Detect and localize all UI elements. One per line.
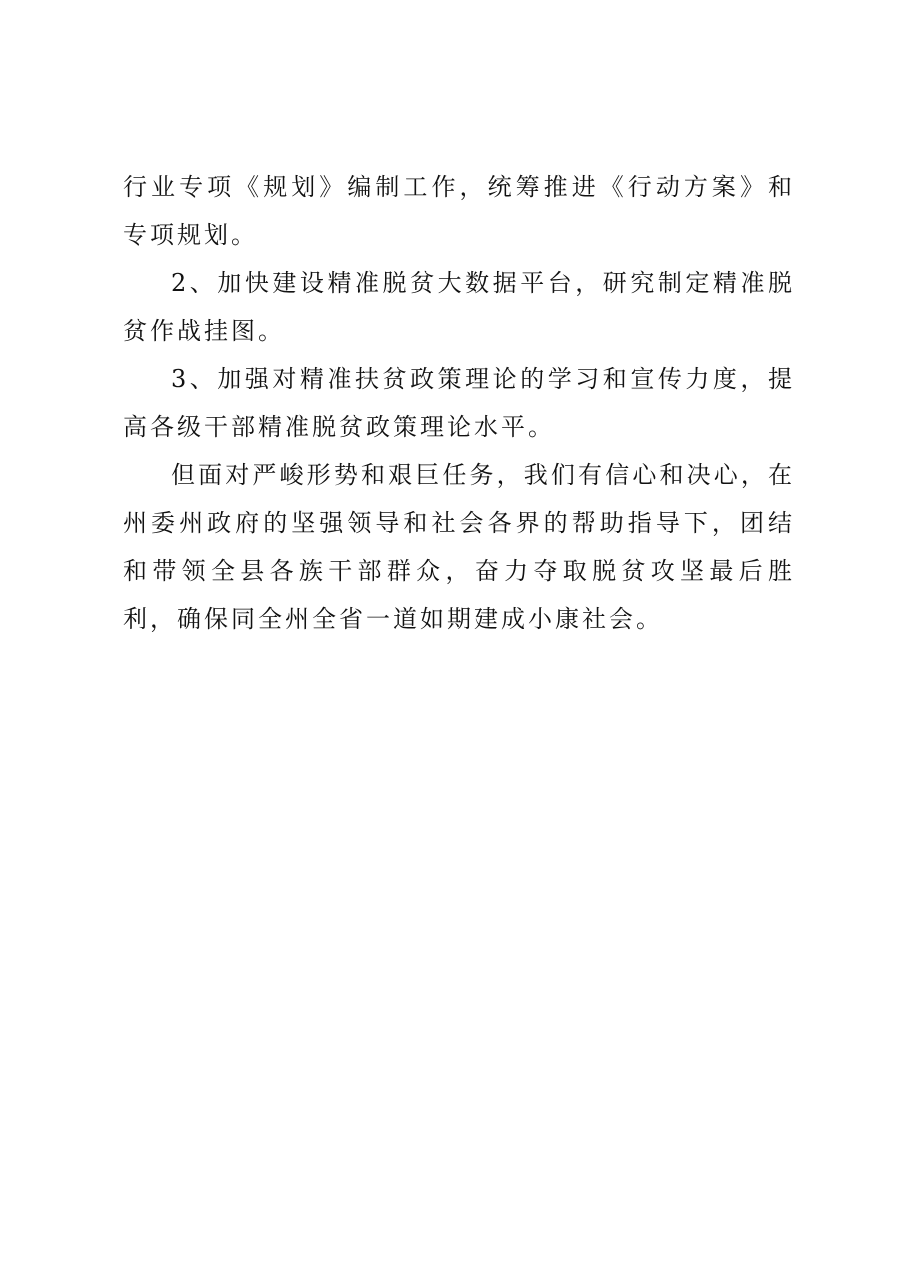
document-body: [123, 163, 795, 643]
paragraph-item-3: 3、加强对精准扶贫政策理论的学习和宣传力度，提高各级干部精准脱贫政策理论水平。: [123, 365, 795, 441]
paragraph-item-2: 2、加快建设精准脱贫大数据平台，研究制定精准脱贫作战挂图。: [123, 269, 795, 345]
paragraph-continuation: 行业专项《规划》编制工作，统筹推进《行动方案》和专项规划。: [123, 173, 795, 249]
paragraph-conclusion: 但面对严峻形势和艰巨任务，我们有信心和决心，在州委州政府的坚强领导和社会各界的帮助指导下，团结和带领全县各族干部群众，奋力夺取脱贫攻坚最后胜利，确保同全州全省一道如期建成小康社会。: [123, 461, 795, 633]
